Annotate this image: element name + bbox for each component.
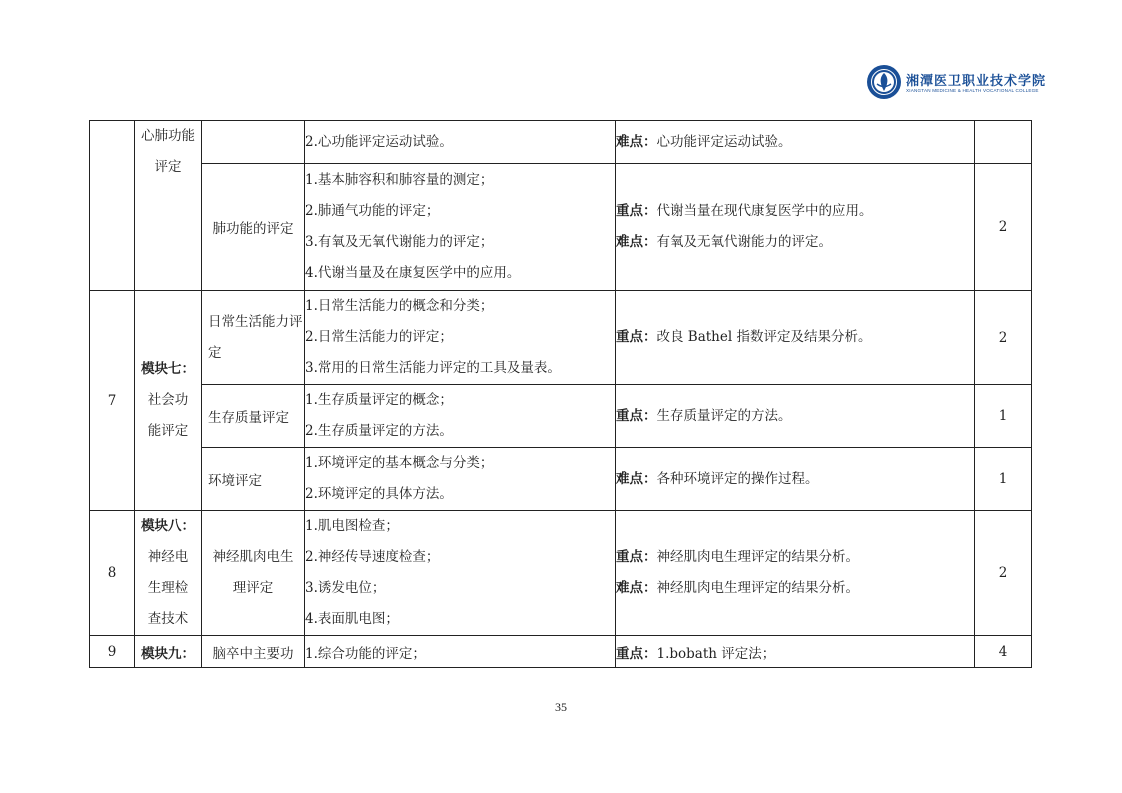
table-row [90, 164, 1032, 291]
number-cell: 9 [90, 636, 135, 668]
key-point-line [616, 227, 974, 258]
title-cell [202, 291, 305, 385]
module-cell [135, 511, 202, 636]
title-cell [202, 121, 305, 164]
content-line: 1.日常生活能力的概念和分类； [305, 298, 494, 314]
key-point-line [616, 573, 974, 604]
content-line: 3.诱发电位； [305, 580, 386, 596]
table-row [90, 121, 1032, 164]
content-cell [305, 291, 616, 385]
section-title: 日常生活能力评定 [208, 313, 303, 361]
hours-cell [975, 121, 1032, 164]
key-point-text: 神经肌肉电生理评定的结果分析。 [656, 580, 859, 596]
content-line: 2.心功能评定运动试验。 [305, 133, 453, 150]
content-line: 2.神经传导速度检查； [305, 549, 440, 565]
table-row [90, 636, 1032, 668]
difficulty-label: 难点： [616, 470, 657, 487]
key-point-text: 心功能评定运动试验。 [656, 133, 792, 150]
content-cell [305, 448, 616, 511]
section-title: 生存质量评定 [208, 410, 289, 426]
key-points-cell [616, 385, 975, 448]
module-name: 社会功能评定 [147, 392, 189, 439]
number-cell: 8 [90, 511, 135, 636]
key-points-cell [616, 164, 975, 291]
content-line: 1.生存质量评定的概念； [305, 392, 453, 408]
key-label: 重点： [616, 645, 657, 662]
content-line: 4.表面肌电图； [305, 611, 399, 627]
title-cell [202, 385, 305, 448]
section-title: 神经肌肉电生理评定 [212, 549, 294, 596]
content-line: 2.日常生活能力的评定； [305, 329, 453, 345]
key-points-cell [616, 448, 975, 511]
key-point-line [616, 322, 974, 353]
key-point-line [616, 642, 974, 662]
content-line: 3.常用的日常生活能力评定的工具及量表。 [305, 360, 561, 376]
content-line: 2.环境评定的具体方法。 [305, 486, 453, 502]
table-row [90, 385, 1032, 448]
content-cell [305, 385, 616, 448]
content-line: 1.基本肺容积和肺容量的测定； [305, 172, 494, 188]
college-name-en: XIANGTAN MEDICINE & HEALTH VOCATIONAL COLLEGE [906, 88, 1039, 93]
number-cell: 7 [90, 291, 135, 511]
key-points-cell [616, 121, 975, 164]
content-line: 1.环境评定的基本概念与分类； [305, 455, 494, 471]
section-title: 脑卒中主要功 [212, 645, 294, 662]
content-line: 2.生存质量评定的方法。 [305, 423, 453, 439]
hours-cell: 1 [975, 385, 1032, 448]
number-cell [90, 121, 135, 291]
module-label: 模块八： [141, 518, 195, 534]
content-cell [305, 511, 616, 636]
hours-cell: 2 [975, 291, 1032, 385]
content-line: 1.肌电图检查； [305, 518, 399, 534]
key-points-cell [616, 511, 975, 636]
key-point-text: 改良 Bathel 指数评定及结果分析。 [656, 329, 872, 345]
content-line: 2.肺通气功能的评定； [305, 203, 440, 219]
key-point-line [616, 127, 974, 158]
section-title: 肺功能的评定 [212, 221, 294, 237]
content-cell [305, 636, 616, 668]
difficulty-label: 难点： [616, 234, 657, 250]
key-point-line [616, 542, 974, 573]
content-line: 4.代谢当量及在康复医学中的应用。 [305, 265, 521, 281]
college-name-cn: 湘潭医卫职业技术学院 [906, 74, 1047, 89]
table-row [90, 291, 1032, 385]
key-point-text: 1.bobath 评定法； [656, 645, 776, 662]
hours-cell: 4 [975, 636, 1032, 668]
difficulty-label: 难点： [616, 580, 657, 596]
key-point-line [616, 464, 974, 495]
difficulty-label: 难点： [616, 133, 657, 150]
table-row [90, 511, 1032, 636]
module-cell [135, 291, 202, 511]
module-label: 模块七： [141, 361, 195, 377]
key-point-text: 有氧及无氧代谢能力的评定。 [656, 234, 832, 250]
key-point-text: 各种环境评定的操作过程。 [656, 470, 819, 487]
hours-cell: 1 [975, 448, 1032, 511]
college-seal-icon [866, 64, 902, 100]
key-label: 重点： [616, 407, 657, 424]
content-line: 3.有氧及无氧代谢能力的评定； [305, 234, 494, 250]
title-cell [202, 511, 305, 636]
module-name: 神经电生理检查技术 [147, 549, 189, 627]
key-point-line [616, 401, 974, 432]
title-cell [202, 448, 305, 511]
key-point-text: 神经肌肉电生理评定的结果分析。 [656, 549, 859, 565]
college-logo [866, 64, 1047, 102]
module-name: 心肺功能评定 [141, 128, 195, 175]
key-points-cell [616, 636, 975, 668]
key-label: 重点： [616, 329, 657, 345]
title-cell [202, 636, 305, 668]
module-cell [135, 636, 202, 668]
hours-cell: 2 [975, 511, 1032, 636]
module-label: 模块九： [141, 645, 195, 662]
course-plan-table [89, 120, 1032, 668]
table-row [90, 448, 1032, 511]
key-point-text: 代谢当量在现代康复医学中的应用。 [656, 203, 873, 219]
key-label: 重点： [616, 203, 657, 219]
section-title: 环境评定 [208, 473, 262, 489]
content-cell [305, 164, 616, 291]
title-cell [202, 164, 305, 291]
key-point-text: 生存质量评定的方法。 [656, 407, 792, 424]
key-points-cell [616, 291, 975, 385]
hours-cell: 2 [975, 164, 1032, 291]
key-point-line [616, 196, 974, 227]
content-line: 1.综合功能的评定； [305, 645, 426, 662]
content-cell [305, 121, 616, 164]
key-label: 重点： [616, 549, 657, 565]
page-number: 35 [555, 700, 567, 714]
module-cell [135, 121, 202, 291]
